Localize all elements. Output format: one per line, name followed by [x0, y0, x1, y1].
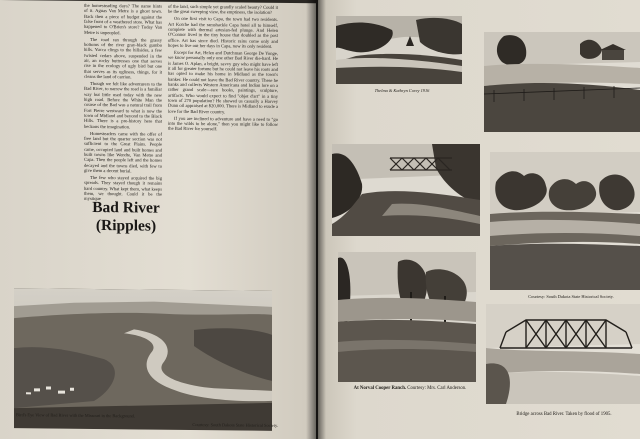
- paragraph: If you are inclined to adventure and have a need to "go into the wilds to be alone," then you might like to follow the Bad River for yourself.: [168, 115, 278, 132]
- title-line-2: (Ripples): [95, 217, 157, 235]
- flooded-bridge-photo: [486, 304, 640, 404]
- paragraph: The road ran through the grassy bottoms of the river gray-black gumbo hills. Yucca clings to the hillsides, a few twisted cedars above, suspended in the air, an rocky buttresses one that serves rise in the ecology of ugly bird but one that serves as its ugliness, things, for it cleans the land of carrion.: [84, 36, 162, 80]
- cooper-ranch-photo: [338, 252, 476, 382]
- birdseye-credit: Courtesy: South Dakota State Historical Society.: [192, 422, 278, 428]
- paragraph: On one first visit to Capa, the town had two residents. Art Kotche had the ramshackle Capa hotel all to himself, complete with thermal artesian-fed plunge. And Helen O'Connor lived in the tiny house that doubled as the post office. Art has since died. Historic rains come only and hopes to live out her days in Capa, now its only resident.: [168, 16, 278, 49]
- article-title: [82, 199, 170, 236]
- birdseye-photo: [14, 288, 272, 431]
- sdshs-credit: Courtesy: South Dakota State Historical Society.: [528, 294, 614, 299]
- birdseye-caption: Bird's Eye View of Bad River with the Missouri in the Background.: [16, 412, 135, 419]
- cooper-caption-credit: Courtesy: Mrs. Carl Anderson.: [407, 386, 467, 391]
- bridge-caption: Bridge across Bad River. Taken by flood of 1905.: [516, 412, 612, 417]
- title-line-1: Bad River: [92, 198, 160, 217]
- river-fence-photo: [484, 32, 640, 132]
- paragraph: Though we felt like adventurers to the Bad River, to narrow the road is a familiar way but little used today with the new high road. Before the White Man the course of the Bad was a natural trail from Fort Pierre westward to what is now the town of Midland and beyond to the Black Hills. There is a pre-history here that beckons the imagination.: [84, 80, 162, 130]
- article-column-2: [168, 4, 278, 134]
- cooper-caption: [340, 386, 480, 391]
- cooper-caption-title: At Norval Cooper Ranch.: [353, 386, 407, 391]
- paragraph: The few who stayed acquired the big spreads. They stayed though it remains hard country. What kept them, what keeps them, we thought. Could it be the mystique: [84, 174, 162, 202]
- bridge-river-photo: [332, 144, 480, 236]
- article-column-1: [84, 3, 162, 204]
- left-page: [0, 0, 316, 439]
- thelma-kathryn-photo: [336, 16, 462, 84]
- paragraph: Homesteaders came with the offer of free land but the quarter section was not sufficient to the Great Plains. People came, occupied land and built homes and built towns like Wendte, Van Metre and Capa. Then the people left and the homes decayed and the towns died, with few to give them a decent burial.: [84, 130, 162, 174]
- thelma-caption: Thelma & Kathryn Corey 1916: [374, 88, 430, 93]
- paragraph: Except for Art, Helen and Dutchman George De Yonge, we know personally only one other Bad River die-hard. He is James O. Aplan, a bright, savvy guy who might have left it all for greater fortune but he could not leave his roots and has opted to make his home in Midland as the town's banker. He could not leave the Bad River country. These he banks and collects Western Americana and Indian lore on a rather grand scale—rare books, paintings, sculpture, artifacts. Who would expect to find "objet d'art" in a tiny town of 270 population? He showed us casually a Harvey Dunn oil appraised at $20,000. There is Midland to exude a love for the Bad River country.: [168, 49, 278, 115]
- trees-river-photo: [490, 152, 640, 290]
- paragraph: the homesteading days? The name hints of it. Aguas Van Metre is a ghost town. Back then a piece of budget against the false front of a weathered store. What has happened to O'Brien's store? Today Van Metre is unpeopled.: [84, 2, 162, 35]
- paragraph: of the land, such simple yet grandly scaled beauty? Could it be the great sweeping view, the emptiness, the isolation?: [168, 3, 278, 16]
